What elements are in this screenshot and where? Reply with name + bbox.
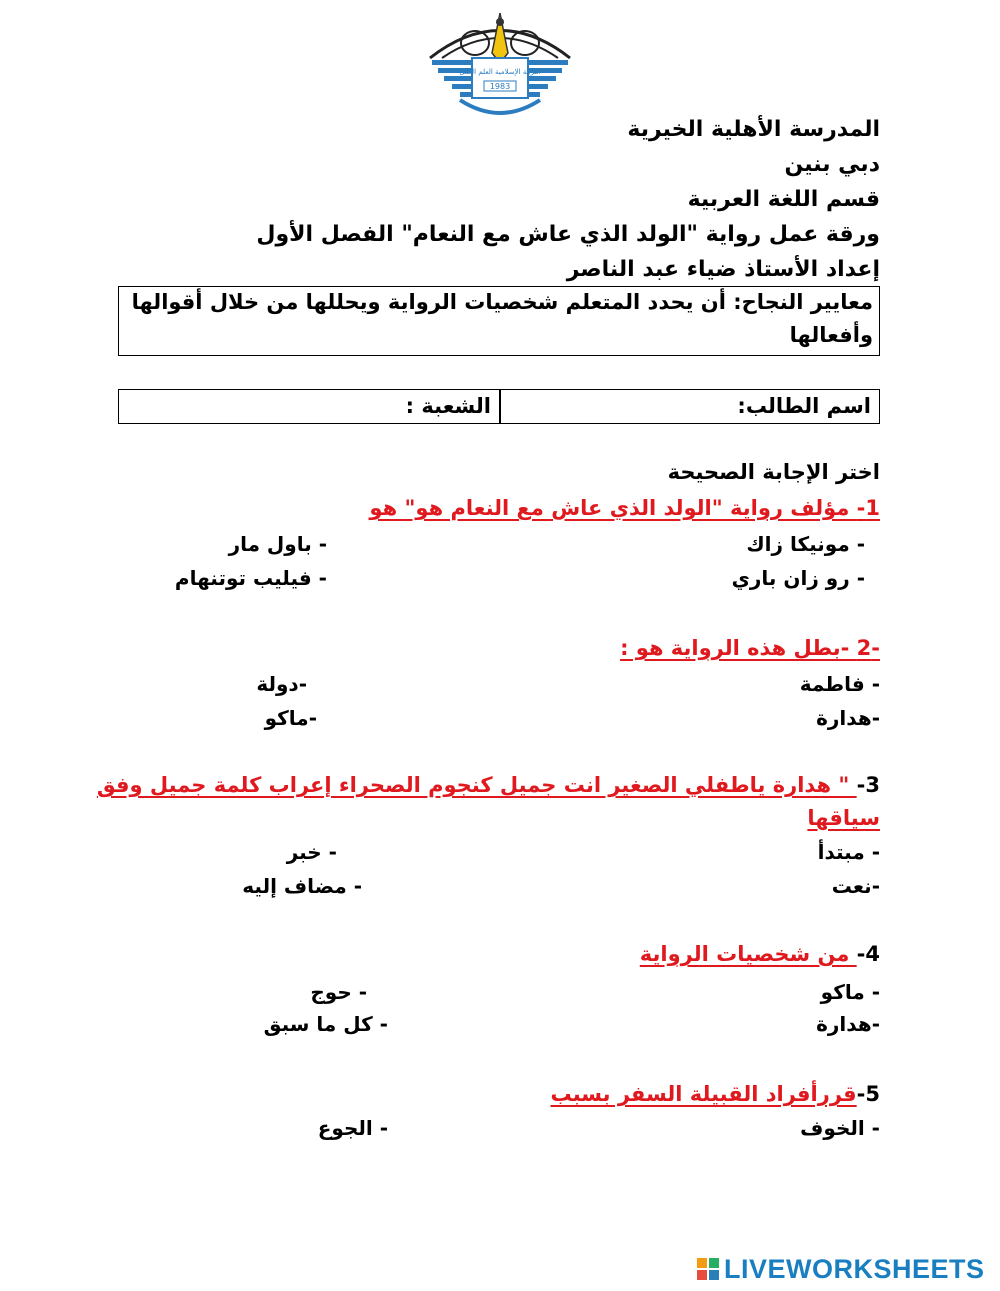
q3-option-d[interactable]: - مضاف إليه xyxy=(242,874,362,898)
question-5-text: قررأفراد القبيلة السفر بسبب xyxy=(550,1082,857,1106)
liveworksheets-logo-icon xyxy=(697,1258,719,1280)
q4-option-b[interactable]: - حوج xyxy=(310,980,367,1004)
question-4-text: من شخصيات الرواية xyxy=(639,942,857,966)
question-1 xyxy=(369,496,880,520)
success-criteria-box xyxy=(118,286,880,356)
question-3-number: 3- xyxy=(856,773,880,797)
question-2-text: -بطل هذه الرواية هو : xyxy=(620,636,857,660)
worksheet-title: ورقة عمل رواية "الولد الذي عاش مع النعام" الفصل الأول xyxy=(256,222,880,247)
q3-option-b[interactable]: - خبر xyxy=(286,840,337,864)
q2-option-b[interactable]: -دولة xyxy=(256,672,307,696)
question-5 xyxy=(550,1082,880,1106)
q4-option-d[interactable]: - كل ما سبق xyxy=(263,1012,388,1036)
q4-option-c[interactable]: -هدارة xyxy=(816,1012,880,1036)
teacher-name: إعداد الأستاذ ضياء عبد الناصر xyxy=(566,257,880,282)
department-name: قسم اللغة العربية xyxy=(687,187,880,212)
question-4 xyxy=(640,942,880,966)
q5-option-a[interactable]: - الخوف xyxy=(800,1116,880,1140)
student-info-table xyxy=(118,389,880,424)
criteria-line-1: معايير النجاح: أن يحدد المتعلم شخصيات الرواية ويحللها من خلال أقوالها xyxy=(131,290,873,314)
question-2 xyxy=(620,636,880,660)
school-branch: دبي بنين xyxy=(784,152,880,177)
q1-option-d[interactable]: - فيليب توتنهام xyxy=(174,566,327,590)
question-3 xyxy=(97,773,880,797)
question-1-text: مؤلف رواية "الولد الذي عاش مع النعام هو" هو xyxy=(369,496,857,520)
school-logo xyxy=(420,8,580,123)
q3-option-c[interactable]: -نعت xyxy=(831,874,880,898)
question-3-text: " هدارة ياطفلي الصغير انت جميل كنجوم الصحراء إعراب كلمة جميل وفق xyxy=(96,773,857,797)
criteria-line-2: وأفعالها xyxy=(789,323,873,347)
school-name: المدرسة الأهلية الخيرية xyxy=(627,117,880,142)
table-divider xyxy=(499,390,501,423)
student-name-field[interactable]: اسم الطالب: xyxy=(737,394,871,418)
question-1-number: 1- xyxy=(856,496,880,520)
q4-option-a[interactable]: - ماكو xyxy=(820,980,880,1004)
q2-option-a[interactable]: - فاطمة xyxy=(799,672,880,696)
logo-year: 1983 xyxy=(489,82,511,91)
logo-text: التربية الإسلامية العلم العمل xyxy=(459,68,541,76)
q3-option-a[interactable]: - مبتدأ xyxy=(817,840,880,864)
q1-option-a[interactable]: - مونيكا زاك xyxy=(746,532,865,556)
q1-option-b[interactable]: - باول مار xyxy=(228,532,327,556)
question-3-continued xyxy=(807,806,880,830)
q2-option-d[interactable]: -ماكو xyxy=(264,706,317,730)
q1-option-c[interactable]: - رو زان باري xyxy=(731,566,865,590)
instruction-text: اختر الإجابة الصحيحة xyxy=(667,460,880,484)
question-4-number: 4- xyxy=(856,942,880,966)
question-2-number: -2 xyxy=(856,636,880,660)
q5-option-b[interactable]: - الجوع xyxy=(317,1116,388,1140)
q2-option-c[interactable]: -هدارة xyxy=(816,706,880,730)
section-field[interactable]: الشعبة : xyxy=(405,394,491,418)
liveworksheets-brand[interactable]: LIVEWORKSHEETS xyxy=(724,1254,985,1284)
question-5-number: 5- xyxy=(856,1082,880,1106)
question-3-text-line-2: سياقها xyxy=(807,806,880,830)
